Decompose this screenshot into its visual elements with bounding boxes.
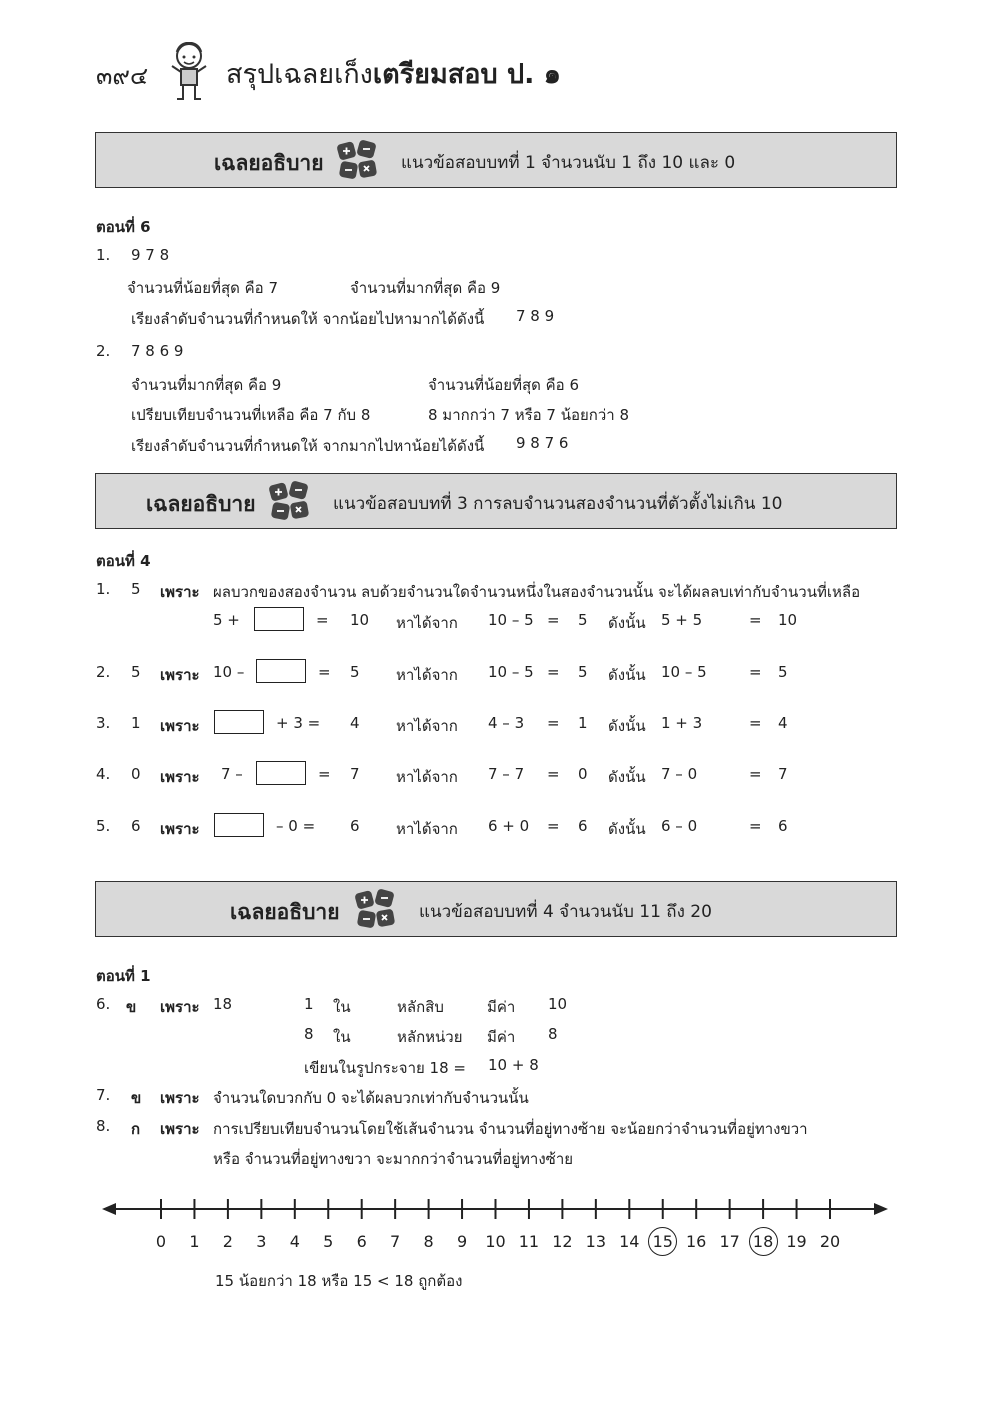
q2-compare: เปรียบเทียบจำนวนที่เหลือ คือ 7 กับ 8 xyxy=(131,406,371,424)
final-equals: = xyxy=(749,765,762,783)
calc-expression: 7 – 7 xyxy=(488,765,525,783)
row-answer: 1 xyxy=(131,714,141,732)
from-label: หาได้จาก xyxy=(396,768,458,786)
q8-line1: การเปรียบเทียบจำนวนโดยใช้เส้นจำนวน จำนวนที่อยู่ทางซ้าย จะน้อยกว่าจำนวนที่อยู่ทางขวา xyxy=(213,1120,808,1138)
calc-result: 5 xyxy=(578,611,588,629)
banner-chapter-3 xyxy=(95,473,897,529)
q1-number: 1. xyxy=(96,246,111,264)
tick-label: 0 xyxy=(155,1232,167,1251)
equation-rhs: 5 xyxy=(350,663,360,681)
final-expression: 6 – 0 xyxy=(661,817,698,835)
banner-label: เฉลยอธิบาย xyxy=(230,900,340,924)
tick-label: 2 xyxy=(222,1232,233,1251)
calc-result: 1 xyxy=(578,714,588,732)
q6-worth: มีค่า xyxy=(487,1028,516,1046)
calc-expression: 10 – 5 xyxy=(488,663,534,681)
q2-number: 2. xyxy=(96,342,111,360)
row-number: 4. xyxy=(96,765,111,783)
left-arrow-icon xyxy=(102,1203,116,1215)
q8-line2: หรือ จำนวนที่อยู่ทางขวา จะมากกว่าจำนวนที่อยู่ทางซ้าย xyxy=(213,1150,574,1168)
q6-expanded: เขียนในรูปกระจาย 18 = xyxy=(304,1059,466,1077)
banner-subtitle: แนวข้อสอบบทที่ 1 จำนวนนับ 1 ถึง 10 และ 0 xyxy=(401,153,736,173)
final-equals: = xyxy=(749,663,762,681)
right-arrow-icon xyxy=(874,1203,888,1215)
q6-place: หลักสิบ xyxy=(397,998,444,1016)
tick-label: 13 xyxy=(585,1232,607,1251)
equation-rhs: 6 xyxy=(350,817,360,835)
tick-label: 8 xyxy=(423,1232,434,1251)
tick-label: 18 xyxy=(752,1232,774,1251)
calc-result: 0 xyxy=(578,765,588,783)
calc-expression: 10 – 5 xyxy=(488,611,534,629)
conclusion: 15 น้อยกว่า 18 หรือ 15 < 18 ถูกต้อง xyxy=(215,1272,463,1290)
q2-compare-result: 8 มากกว่า 7 หรือ 7 น้อยกว่า 8 xyxy=(428,406,630,424)
because-label: เพราะ xyxy=(160,717,200,735)
equation-operator: – 0 = xyxy=(276,817,316,835)
answer-box xyxy=(254,607,304,631)
title-bold: เตรียมสอบ ป. ๑ xyxy=(372,59,561,90)
final-expression: 10 – 5 xyxy=(661,663,707,681)
row-answer: 6 xyxy=(131,817,141,835)
calculator-icon xyxy=(336,139,378,181)
equation-operator: = xyxy=(318,663,331,681)
tick-label: 19 xyxy=(786,1232,807,1251)
calc-result: 6 xyxy=(578,817,588,835)
q6-digit: 1 xyxy=(304,995,314,1013)
calculator-icon xyxy=(354,888,396,930)
q6-place: หลักหน่วย xyxy=(397,1028,463,1046)
tick-label: 14 xyxy=(619,1232,640,1251)
final-expression: 1 + 3 xyxy=(661,714,703,732)
calc-expression: 6 + 0 xyxy=(488,817,530,835)
tick-label: 16 xyxy=(686,1232,707,1251)
answer-box xyxy=(214,710,264,734)
q2-order-text: เรียงลำดับจำนวนที่กำหนดให้ จากมากไปหาน้อยได้ดังนี้ xyxy=(131,437,485,455)
final-result: 10 xyxy=(778,611,798,629)
page-number: ๓๙๔ xyxy=(96,62,149,90)
because-label: เพราะ xyxy=(160,998,200,1016)
calculator-icon xyxy=(268,480,310,522)
q6-expanded-value: 10 + 8 xyxy=(488,1056,539,1074)
therefore-label: ดังนั้น xyxy=(608,768,646,786)
final-equals: = xyxy=(749,611,762,629)
banner-subtitle: แนวข้อสอบบทที่ 3 การลบจำนวนสองจำนวนที่ตัวตั้งไม่เกิน 10 xyxy=(333,494,783,514)
therefore-label: ดังนั้น xyxy=(608,820,646,838)
tick-label: 11 xyxy=(518,1232,540,1251)
tick-label: 6 xyxy=(356,1232,367,1251)
final-result: 5 xyxy=(778,663,788,681)
equation-operator: + 3 = xyxy=(276,714,321,732)
q2-min: จำนวนที่น้อยที่สุด คือ 6 xyxy=(428,376,579,394)
kid-mascot-icon xyxy=(164,42,214,104)
therefore-label: ดังนั้น xyxy=(608,717,646,735)
tick-label: 3 xyxy=(256,1232,267,1251)
q7-number: 7. xyxy=(96,1086,111,1104)
q2-order-values: 9 8 7 6 xyxy=(516,434,569,452)
therefore-label: ดังนั้น xyxy=(608,666,646,684)
q1-order-values: 7 8 9 xyxy=(516,307,555,325)
because-label: เพราะ xyxy=(160,583,200,601)
final-equals: = xyxy=(749,714,762,732)
final-expression: 7 – 0 xyxy=(661,765,698,783)
because-label: เพราะ xyxy=(160,666,200,684)
tick-label: 5 xyxy=(323,1232,334,1251)
q6-place-value: 8 xyxy=(548,1025,558,1043)
equation-rhs: 7 xyxy=(350,765,360,783)
equation-operator: = xyxy=(316,611,329,629)
because-label: เพราะ xyxy=(160,768,200,786)
banner-subtitle: แนวข้อสอบบทที่ 4 จำนวนนับ 11 ถึง 20 xyxy=(419,902,712,922)
banner-chapter-1 xyxy=(95,132,897,188)
tick-label: 10 xyxy=(485,1232,506,1251)
equation-rhs: 10 xyxy=(350,611,370,629)
q8-number: 8. xyxy=(96,1117,111,1135)
equation-operator: = xyxy=(318,765,331,783)
from-label: หาได้จาก xyxy=(396,614,458,632)
row-number: 1. xyxy=(96,580,111,598)
final-equals: = xyxy=(749,817,762,835)
row-answer: 0 xyxy=(131,765,141,783)
q1-min: จำนวนที่น้อยที่สุด คือ 7 xyxy=(127,279,278,297)
answer-box xyxy=(256,761,306,785)
part-heading: ตอนที่ 4 xyxy=(96,552,151,570)
from-label: หาได้จาก xyxy=(396,820,458,838)
tick-label: 4 xyxy=(289,1232,300,1251)
calc-result: 5 xyxy=(578,663,588,681)
calc-equals: = xyxy=(547,714,560,732)
equation-rhs: 4 xyxy=(350,714,360,732)
final-expression: 5 + 5 xyxy=(661,611,703,629)
because-label: เพราะ xyxy=(160,1089,200,1107)
row-answer: 5 xyxy=(131,663,141,681)
tick-label: 9 xyxy=(456,1232,468,1251)
tick-label: 15 xyxy=(652,1232,673,1251)
q6-worth: มีค่า xyxy=(487,998,516,1016)
answer-box xyxy=(214,813,264,837)
equation-prefix: 7 – xyxy=(221,765,243,783)
calc-equals: = xyxy=(547,663,560,681)
row-answer: 5 xyxy=(131,580,141,598)
because-label: เพราะ xyxy=(160,1120,200,1138)
equation-prefix: 10 – xyxy=(213,663,245,681)
therefore-label: ดังนั้น xyxy=(608,614,646,632)
q6-place-value: 10 xyxy=(548,995,568,1013)
banner-label: เฉลยอธิบาย xyxy=(214,151,324,175)
final-result: 6 xyxy=(778,817,788,835)
tick-label: 20 xyxy=(819,1232,841,1251)
banner-label: เฉลยอธิบาย xyxy=(146,492,256,516)
q1-order-text: เรียงลำดับจำนวนที่กำหนดให้ จากน้อยไปหามากได้ดังนี้ xyxy=(131,310,485,328)
final-result: 4 xyxy=(778,714,788,732)
row-number: 2. xyxy=(96,663,111,681)
calc-equals: = xyxy=(547,817,560,835)
banner-chapter-4 xyxy=(95,881,897,937)
q2-max: จำนวนที่มากที่สุด คือ 9 xyxy=(131,376,282,394)
from-label: หาได้จาก xyxy=(396,717,458,735)
row-number: 3. xyxy=(96,714,111,732)
q1-max: จำนวนที่มากที่สุด คือ 9 xyxy=(350,279,501,297)
q2-sequence: 7 8 6 9 xyxy=(131,342,184,360)
part-heading: ตอนที่ 1 xyxy=(96,967,151,985)
title-prefix: สรุปเฉลยเก็ง xyxy=(226,59,373,90)
q7-text: จำนวนใดบวกกับ 0 จะได้ผลบวกเท่ากับจำนวนนั้น xyxy=(213,1089,529,1107)
from-label: หาได้จาก xyxy=(396,666,458,684)
q6-digit: 8 xyxy=(304,1025,314,1043)
circled-number-marker xyxy=(749,1227,778,1256)
q6-number: 6. xyxy=(96,995,111,1013)
circled-number-marker xyxy=(648,1227,677,1256)
q6-answer: ข xyxy=(126,998,137,1016)
q1-sequence: 9 7 8 xyxy=(131,246,170,264)
q8-answer: ก xyxy=(131,1120,141,1138)
final-result: 7 xyxy=(778,765,788,783)
q6-in: ใน xyxy=(333,1028,351,1046)
part-heading: ตอนที่ 6 xyxy=(96,218,151,236)
explanation: ผลบวกของสองจำนวน ลบด้วยจำนวนใดจำนวนหนึ่งในสองจำนวนนั้น จะได้ผลลบเท่ากับจำนวนที่เหลือ xyxy=(213,583,861,601)
q6-in: ใน xyxy=(333,998,351,1016)
page-title xyxy=(226,52,561,95)
q7-answer: ข xyxy=(131,1089,142,1107)
calc-equals: = xyxy=(547,611,560,629)
q6-value: 18 xyxy=(213,995,233,1013)
equation-prefix: 5 + xyxy=(213,611,240,629)
row-number: 5. xyxy=(96,817,111,835)
calc-equals: = xyxy=(547,765,560,783)
tick-label: 17 xyxy=(719,1232,740,1251)
answer-box xyxy=(256,659,306,683)
calc-expression: 4 – 3 xyxy=(488,714,525,732)
tick-label: 7 xyxy=(390,1232,401,1251)
number-line xyxy=(100,1196,890,1222)
because-label: เพราะ xyxy=(160,820,200,838)
tick-label: 12 xyxy=(552,1232,573,1251)
tick-label: 1 xyxy=(189,1232,200,1251)
